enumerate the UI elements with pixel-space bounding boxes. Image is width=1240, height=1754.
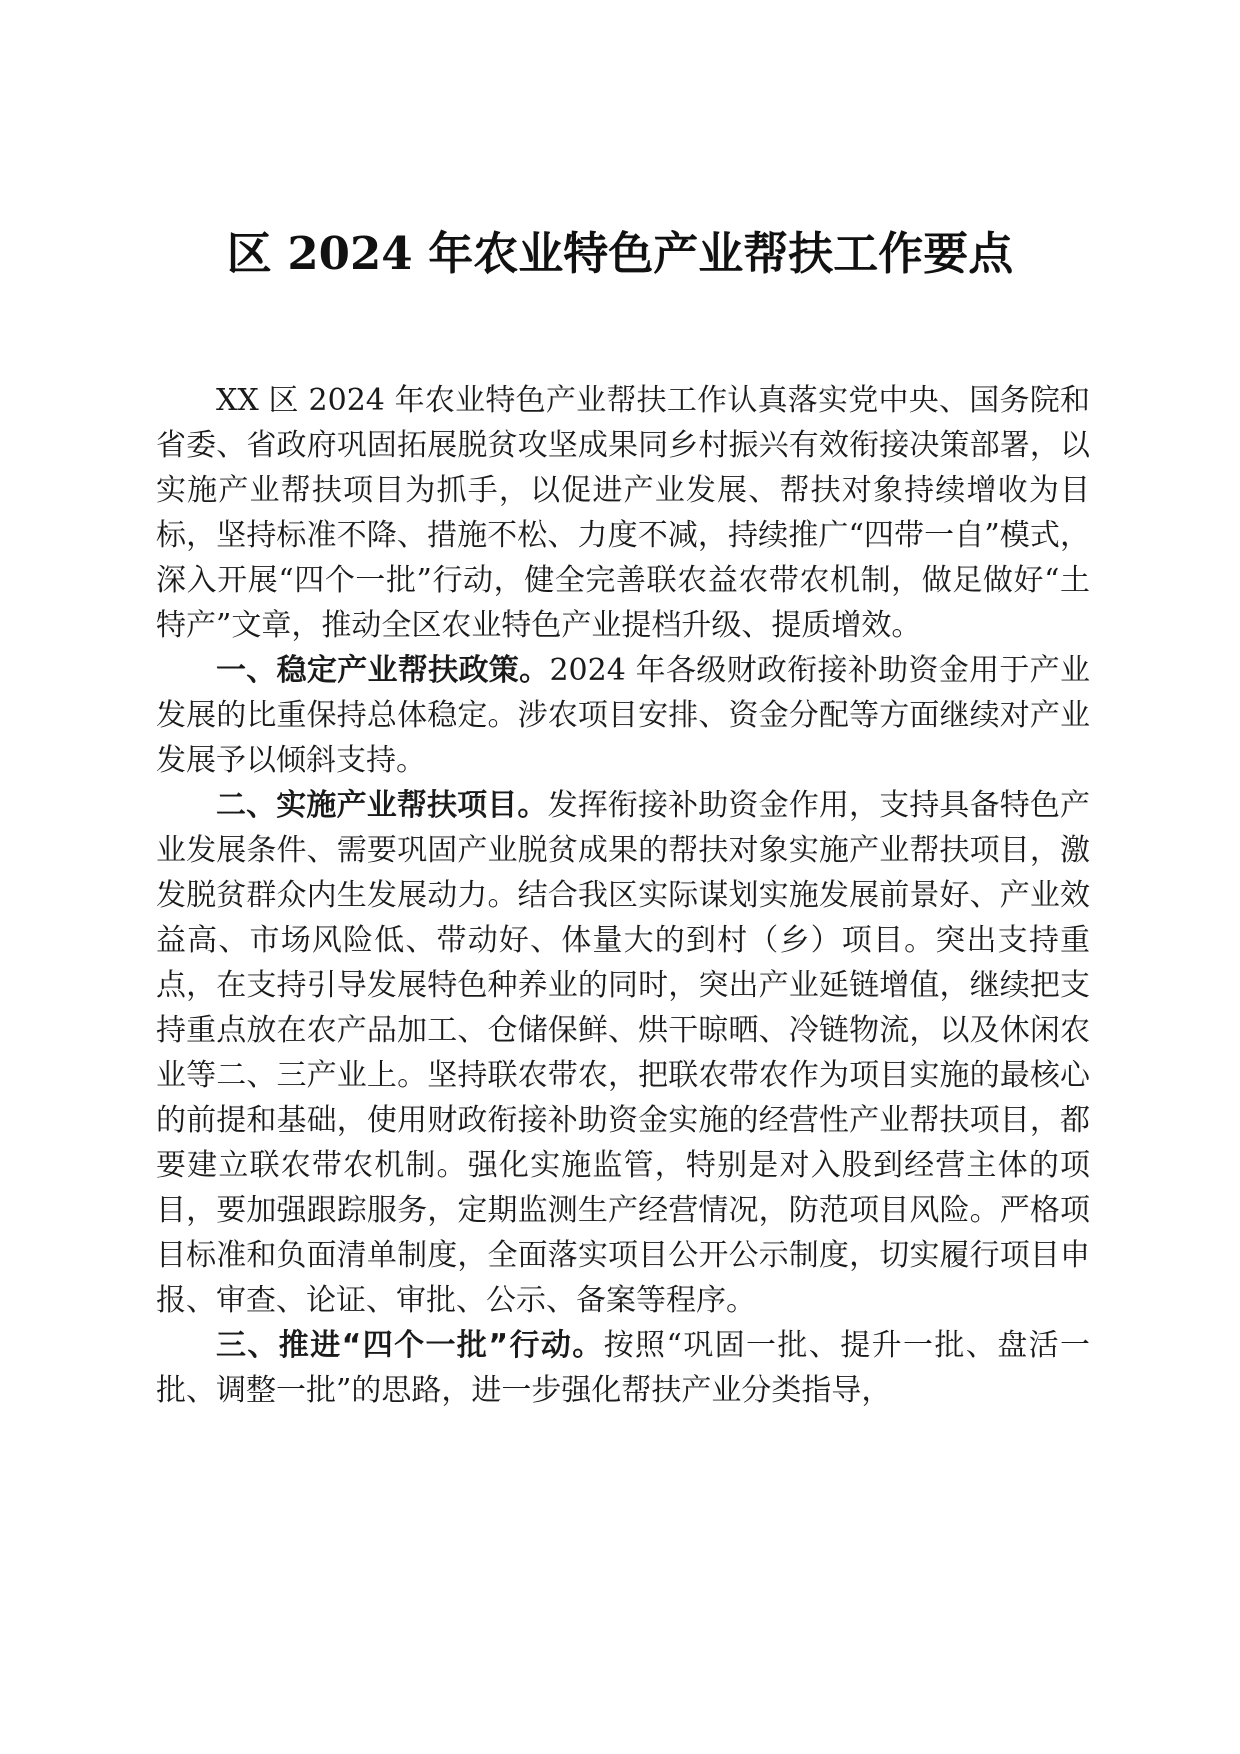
section-3-heading: 三、推进“四个一批”行动。 bbox=[216, 1328, 604, 1363]
section-3 bbox=[156, 1323, 1090, 1413]
intro-paragraph: XX 区 2024 年农业特色产业帮扶工作认真落实党中央、国务院和省委、省政府巩固拓展脱贫攻坚成果同乡村振兴有效衔接决策部署，以实施产业帮扶项目为抓手，以促进产业发展、帮扶对象持续增收为目标，坚持标准不降、措施不松、力度不减，持续推广“四带一自”模式，深入开展“四个一批”行动，健全完善联农益农带农机制，做足做好“土特产”文章，推动全区农业特色产业提档升级、提质增效。 bbox=[156, 383, 1090, 643]
document-title: 区 2024 年农业特色产业帮扶工作要点 bbox=[226, 227, 1014, 280]
section-2-text: 发挥衔接补助资金作用，支持具备特色产业发展条件、需要巩固产业脱贫成果的帮扶对象实施产业帮扶项目，激发脱贫群众内生发展动力。结合我区实际谋划实施发展前景好、产业效益高、市场风险低、带动好、体量大的到村（乡）项目。突出支持重点，在支持引导发展特色种养业的同时，突出产业延链增值，继续把支持重点放在农产品加工、仓储保鲜、烘干晾晒、冷链物流，以及休闲农业等二、三产业上。坚持联农带农，把联农带农作为项目实施的最核心的前提和基础，使用财政衔接补助资金实施的经营性产业帮扶项目，都要建立联农带农机制。强化实施监管，特别是对入股到经营主体的项目，要加强跟踪服务，定期监测生产经营情况，防范项目风险。严格项目标准和负面清单制度，全面落实项目公开公示制度，切实履行项目申报、审查、论证、审批、公示、备案等程序。 bbox=[156, 788, 1091, 1318]
section-2 bbox=[156, 783, 1090, 1323]
document-body bbox=[156, 378, 1090, 1413]
section-2-heading: 二、实施产业帮扶项目。 bbox=[216, 788, 548, 823]
section-1 bbox=[156, 648, 1090, 783]
section-1-text: 2024 年各级财政衔接补助资金用于产业发展的比重保持总体稳定。涉农项目安排、资金分配等方面继续对产业发展予以倾斜支持。 bbox=[156, 653, 1090, 778]
section-3-text: 按照“巩固一批、提升一批、盘活一批、调整一批”的思路，进一步强化帮扶产业分类指导， bbox=[156, 1328, 1091, 1408]
section-1-heading: 一、稳定产业帮扶政策。 bbox=[216, 653, 550, 688]
